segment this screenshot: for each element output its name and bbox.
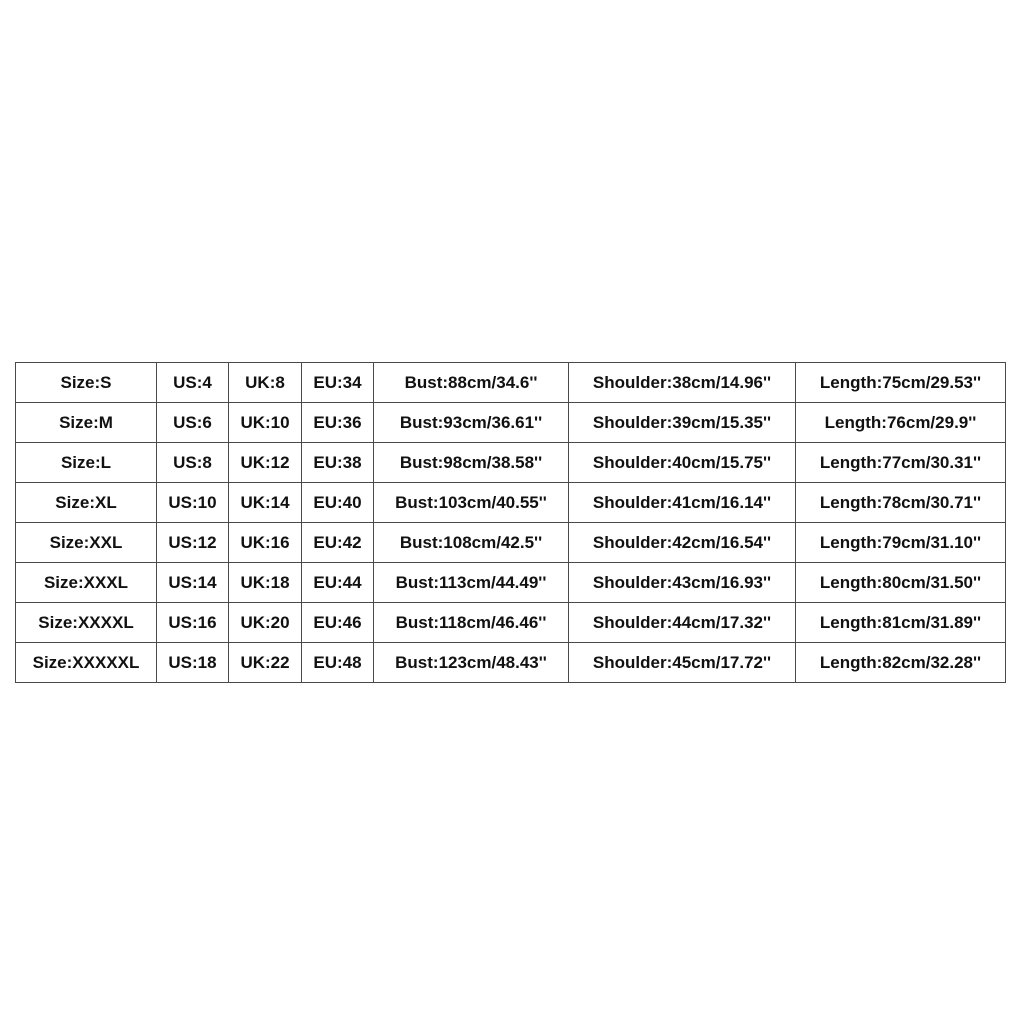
shoulder-cell: Shoulder:45cm/17.72'' <box>569 643 796 683</box>
uk-size-cell: UK:20 <box>229 603 302 643</box>
size-cell: Size:XXXL <box>16 563 157 603</box>
eu-size-cell: EU:36 <box>302 403 374 443</box>
us-size-cell: US:10 <box>157 483 229 523</box>
uk-size-cell: UK:8 <box>229 363 302 403</box>
eu-size-cell: EU:34 <box>302 363 374 403</box>
eu-size-cell: EU:38 <box>302 443 374 483</box>
length-cell: Length:77cm/30.31'' <box>796 443 1006 483</box>
size-cell: Size:S <box>16 363 157 403</box>
us-size-cell: US:12 <box>157 523 229 563</box>
size-cell: Size:M <box>16 403 157 443</box>
uk-size-cell: UK:22 <box>229 643 302 683</box>
size-cell: Size:XXXXXL <box>16 643 157 683</box>
bust-cell: Bust:103cm/40.55'' <box>374 483 569 523</box>
uk-size-cell: UK:16 <box>229 523 302 563</box>
us-size-cell: US:18 <box>157 643 229 683</box>
length-cell: Length:76cm/29.9'' <box>796 403 1006 443</box>
bust-cell: Bust:123cm/48.43'' <box>374 643 569 683</box>
eu-size-cell: EU:42 <box>302 523 374 563</box>
eu-size-cell: EU:40 <box>302 483 374 523</box>
bust-cell: Bust:88cm/34.6'' <box>374 363 569 403</box>
table-row <box>16 523 1006 563</box>
size-chart-table <box>15 362 1006 683</box>
table-row <box>16 603 1006 643</box>
bust-cell: Bust:108cm/42.5'' <box>374 523 569 563</box>
size-cell: Size:XXL <box>16 523 157 563</box>
uk-size-cell: UK:12 <box>229 443 302 483</box>
table-row <box>16 643 1006 683</box>
table-row <box>16 403 1006 443</box>
us-size-cell: US:16 <box>157 603 229 643</box>
length-cell: Length:82cm/32.28'' <box>796 643 1006 683</box>
length-cell: Length:79cm/31.10'' <box>796 523 1006 563</box>
bust-cell: Bust:93cm/36.61'' <box>374 403 569 443</box>
shoulder-cell: Shoulder:44cm/17.32'' <box>569 603 796 643</box>
shoulder-cell: Shoulder:43cm/16.93'' <box>569 563 796 603</box>
shoulder-cell: Shoulder:42cm/16.54'' <box>569 523 796 563</box>
length-cell: Length:80cm/31.50'' <box>796 563 1006 603</box>
size-cell: Size:XXXXL <box>16 603 157 643</box>
bust-cell: Bust:113cm/44.49'' <box>374 563 569 603</box>
eu-size-cell: EU:46 <box>302 603 374 643</box>
shoulder-cell: Shoulder:39cm/15.35'' <box>569 403 796 443</box>
us-size-cell: US:6 <box>157 403 229 443</box>
length-cell: Length:81cm/31.89'' <box>796 603 1006 643</box>
table-row <box>16 363 1006 403</box>
eu-size-cell: EU:44 <box>302 563 374 603</box>
shoulder-cell: Shoulder:40cm/15.75'' <box>569 443 796 483</box>
uk-size-cell: UK:18 <box>229 563 302 603</box>
us-size-cell: US:14 <box>157 563 229 603</box>
us-size-cell: US:4 <box>157 363 229 403</box>
bust-cell: Bust:98cm/38.58'' <box>374 443 569 483</box>
uk-size-cell: UK:14 <box>229 483 302 523</box>
table-row <box>16 563 1006 603</box>
shoulder-cell: Shoulder:38cm/14.96'' <box>569 363 796 403</box>
length-cell: Length:75cm/29.53'' <box>796 363 1006 403</box>
length-cell: Length:78cm/30.71'' <box>796 483 1006 523</box>
uk-size-cell: UK:10 <box>229 403 302 443</box>
shoulder-cell: Shoulder:41cm/16.14'' <box>569 483 796 523</box>
table-row <box>16 443 1006 483</box>
size-chart-body <box>16 363 1006 683</box>
bust-cell: Bust:118cm/46.46'' <box>374 603 569 643</box>
table-row <box>16 483 1006 523</box>
eu-size-cell: EU:48 <box>302 643 374 683</box>
size-cell: Size:XL <box>16 483 157 523</box>
size-cell: Size:L <box>16 443 157 483</box>
us-size-cell: US:8 <box>157 443 229 483</box>
